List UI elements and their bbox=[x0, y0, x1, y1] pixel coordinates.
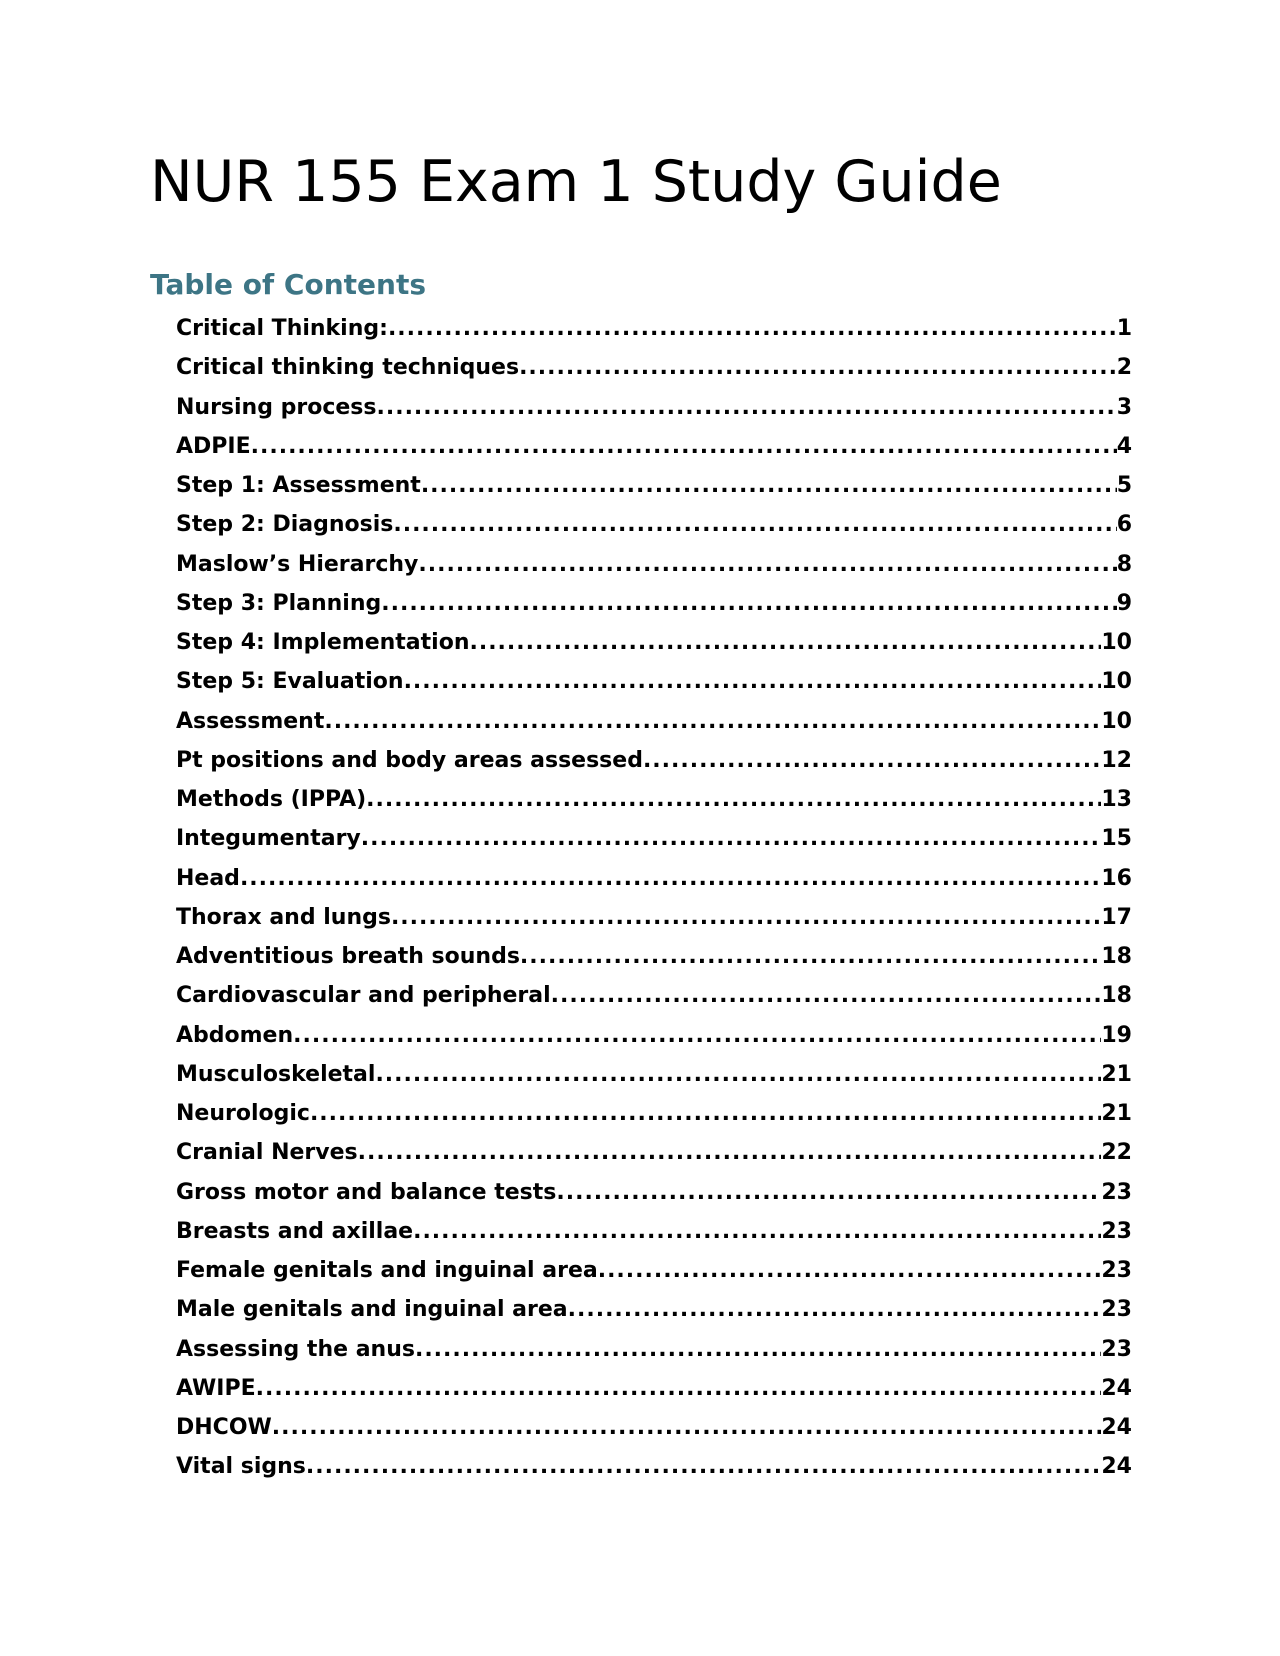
toc-dot-leader bbox=[240, 866, 1101, 892]
toc-entry[interactable] bbox=[176, 1297, 1132, 1336]
toc-entry-label: Abdomen bbox=[176, 1022, 294, 1048]
toc-entry-label: Step 2: Diagnosis bbox=[176, 512, 394, 538]
toc-entry-label: Step 3: Planning bbox=[176, 590, 382, 616]
toc-entry-page-number: 23 bbox=[1101, 1297, 1132, 1323]
toc-entry[interactable] bbox=[176, 1376, 1132, 1415]
toc-entry[interactable] bbox=[176, 1219, 1132, 1258]
toc-dot-leader bbox=[469, 630, 1101, 656]
toc-dot-leader bbox=[418, 552, 1116, 578]
toc-entry-label: Step 1: Assessment bbox=[176, 473, 421, 498]
toc-entry[interactable] bbox=[176, 552, 1132, 591]
toc-entry[interactable] bbox=[176, 473, 1132, 512]
toc-entry[interactable] bbox=[176, 944, 1132, 983]
toc-entry-page-number: 24 bbox=[1101, 1454, 1132, 1480]
toc-entry-label: Maslow’s Hierarchy bbox=[176, 551, 419, 577]
toc-entry-page-number: 24 bbox=[1101, 1375, 1132, 1401]
toc-entry-label: Nursing process bbox=[176, 394, 377, 420]
toc-entry-page-number: 3 bbox=[1116, 394, 1132, 420]
toc-dot-leader bbox=[251, 434, 1117, 460]
toc-entry[interactable] bbox=[176, 316, 1132, 355]
toc-entry-page-number: 23 bbox=[1101, 1218, 1132, 1244]
toc-entry-page-number: 23 bbox=[1101, 1179, 1132, 1205]
toc-entry[interactable] bbox=[176, 434, 1132, 473]
toc-entry[interactable] bbox=[176, 1101, 1132, 1140]
toc-entry-label: Integumentary bbox=[176, 826, 361, 852]
toc-entry-label: Step 5: Evaluation bbox=[176, 669, 404, 695]
toc-entry[interactable] bbox=[176, 355, 1132, 394]
toc-entry[interactable] bbox=[176, 983, 1132, 1022]
toc-entry-page-number: 18 bbox=[1101, 983, 1132, 1009]
toc-entry[interactable] bbox=[176, 630, 1132, 669]
toc-dot-leader bbox=[366, 787, 1101, 813]
toc-dot-leader bbox=[415, 1337, 1101, 1363]
toc-entry-label: Assessing the anus bbox=[176, 1336, 415, 1362]
toc-entry-label: AWIPE bbox=[176, 1375, 256, 1401]
toc-entry[interactable] bbox=[176, 1180, 1132, 1219]
toc-entry[interactable] bbox=[176, 709, 1132, 748]
toc-dot-leader bbox=[324, 709, 1101, 735]
toc-entry-label: Critical Thinking: bbox=[176, 316, 388, 341]
toc-dot-leader bbox=[520, 944, 1101, 970]
toc-entry-label: Pt positions and body areas assessed bbox=[176, 747, 643, 773]
toc-entry-label: Female genitals and inguinal area bbox=[176, 1258, 598, 1283]
toc-dot-leader bbox=[377, 395, 1117, 421]
toc-entry-page-number: 10 bbox=[1101, 708, 1132, 734]
toc-entry-page-number: 6 bbox=[1116, 512, 1132, 538]
toc-entry[interactable] bbox=[176, 826, 1132, 865]
toc-entry-label: ADPIE bbox=[176, 433, 251, 459]
toc-dot-leader bbox=[256, 1376, 1102, 1402]
toc-entry-page-number: 12 bbox=[1101, 747, 1132, 773]
toc-entry[interactable] bbox=[176, 1337, 1132, 1376]
toc-dot-leader bbox=[375, 1062, 1101, 1088]
toc-entry-page-number: 23 bbox=[1101, 1336, 1132, 1362]
toc-entry-page-number: 1 bbox=[1116, 316, 1132, 341]
toc-entry[interactable] bbox=[176, 669, 1132, 708]
toc-entry-label: Thorax and lungs bbox=[176, 904, 391, 930]
toc-entry-label: Breasts and axillae bbox=[176, 1218, 414, 1244]
toc-entry-label: Vital signs bbox=[176, 1454, 306, 1480]
toc-entry-page-number: 15 bbox=[1101, 826, 1132, 852]
table-of-contents bbox=[176, 316, 1132, 1494]
toc-dot-leader bbox=[306, 1454, 1101, 1480]
toc-entry-label: Adventitious breath sounds bbox=[176, 944, 520, 969]
toc-entry-page-number: 13 bbox=[1101, 787, 1132, 812]
toc-entry[interactable] bbox=[176, 748, 1132, 787]
toc-entry-page-number: 8 bbox=[1116, 551, 1132, 577]
toc-entry-label: Step 4: Implementation bbox=[176, 630, 470, 655]
toc-entry-label: Head bbox=[176, 865, 240, 891]
toc-entry-page-number: 21 bbox=[1101, 1061, 1132, 1087]
toc-dot-leader bbox=[556, 1180, 1101, 1206]
toc-dot-leader bbox=[293, 1023, 1101, 1049]
toc-dot-leader bbox=[551, 983, 1102, 1009]
document-title: NUR 155 Exam 1 Study Guide bbox=[150, 149, 1002, 215]
toc-entry[interactable] bbox=[176, 787, 1132, 826]
toc-entry-label: Assessment bbox=[176, 708, 325, 734]
toc-entry-label: Critical thinking techniques bbox=[176, 355, 520, 381]
toc-entry[interactable] bbox=[176, 395, 1132, 434]
toc-entry-page-number: 23 bbox=[1101, 1258, 1132, 1283]
toc-dot-leader bbox=[381, 591, 1116, 617]
toc-entry-page-number: 10 bbox=[1101, 669, 1132, 695]
toc-entry-page-number: 18 bbox=[1101, 944, 1132, 969]
toc-entry-page-number: 22 bbox=[1101, 1140, 1132, 1166]
toc-dot-leader bbox=[413, 1219, 1101, 1245]
toc-dot-leader bbox=[272, 1415, 1102, 1441]
toc-dot-leader bbox=[568, 1297, 1102, 1323]
toc-entry-page-number: 17 bbox=[1101, 904, 1132, 930]
toc-entry[interactable] bbox=[176, 512, 1132, 551]
toc-entry-page-number: 4 bbox=[1116, 433, 1132, 459]
toc-entry-page-number: 5 bbox=[1116, 473, 1132, 498]
toc-dot-leader bbox=[310, 1101, 1101, 1127]
toc-entry[interactable] bbox=[176, 591, 1132, 630]
toc-entry-page-number: 24 bbox=[1101, 1415, 1132, 1440]
toc-entry-label: Gross motor and balance tests bbox=[176, 1179, 557, 1205]
toc-entry[interactable] bbox=[176, 905, 1132, 944]
toc-dot-leader bbox=[404, 669, 1102, 695]
toc-dot-leader bbox=[598, 1258, 1102, 1284]
toc-entry-page-number: 2 bbox=[1116, 355, 1132, 381]
toc-entry-page-number: 9 bbox=[1116, 590, 1132, 616]
toc-entry-page-number: 16 bbox=[1101, 865, 1132, 891]
toc-entry[interactable] bbox=[176, 1258, 1132, 1297]
toc-entry-label: Neurologic bbox=[176, 1101, 310, 1126]
toc-dot-leader bbox=[361, 826, 1102, 852]
toc-dot-leader bbox=[358, 1140, 1102, 1166]
toc-dot-leader bbox=[421, 473, 1117, 499]
toc-entry-label: Musculoskeletal bbox=[176, 1061, 376, 1087]
toc-entry[interactable] bbox=[176, 1140, 1132, 1179]
toc-entry-label: Cardiovascular and peripheral bbox=[176, 983, 551, 1009]
toc-dot-leader bbox=[643, 748, 1101, 774]
toc-entry-label: Cranial Nerves bbox=[176, 1140, 358, 1166]
toc-entry[interactable] bbox=[176, 866, 1132, 905]
toc-entry[interactable] bbox=[176, 1062, 1132, 1101]
toc-dot-leader bbox=[388, 316, 1117, 342]
toc-entry-label: DHCOW bbox=[176, 1415, 272, 1440]
toc-dot-leader bbox=[393, 512, 1116, 538]
toc-entry[interactable] bbox=[176, 1454, 1132, 1493]
toc-entry-label: Male genitals and inguinal area bbox=[176, 1297, 568, 1323]
toc-entry-page-number: 19 bbox=[1101, 1022, 1132, 1048]
toc-entry[interactable] bbox=[176, 1023, 1132, 1062]
toc-heading: Table of Contents bbox=[150, 268, 427, 301]
toc-dot-leader bbox=[391, 905, 1101, 931]
toc-entry-page-number: 10 bbox=[1101, 630, 1132, 655]
toc-dot-leader bbox=[519, 355, 1117, 381]
toc-entry-label: Methods (IPPA) bbox=[176, 787, 367, 812]
toc-entry-page-number: 21 bbox=[1101, 1101, 1132, 1126]
toc-entry[interactable] bbox=[176, 1415, 1132, 1454]
